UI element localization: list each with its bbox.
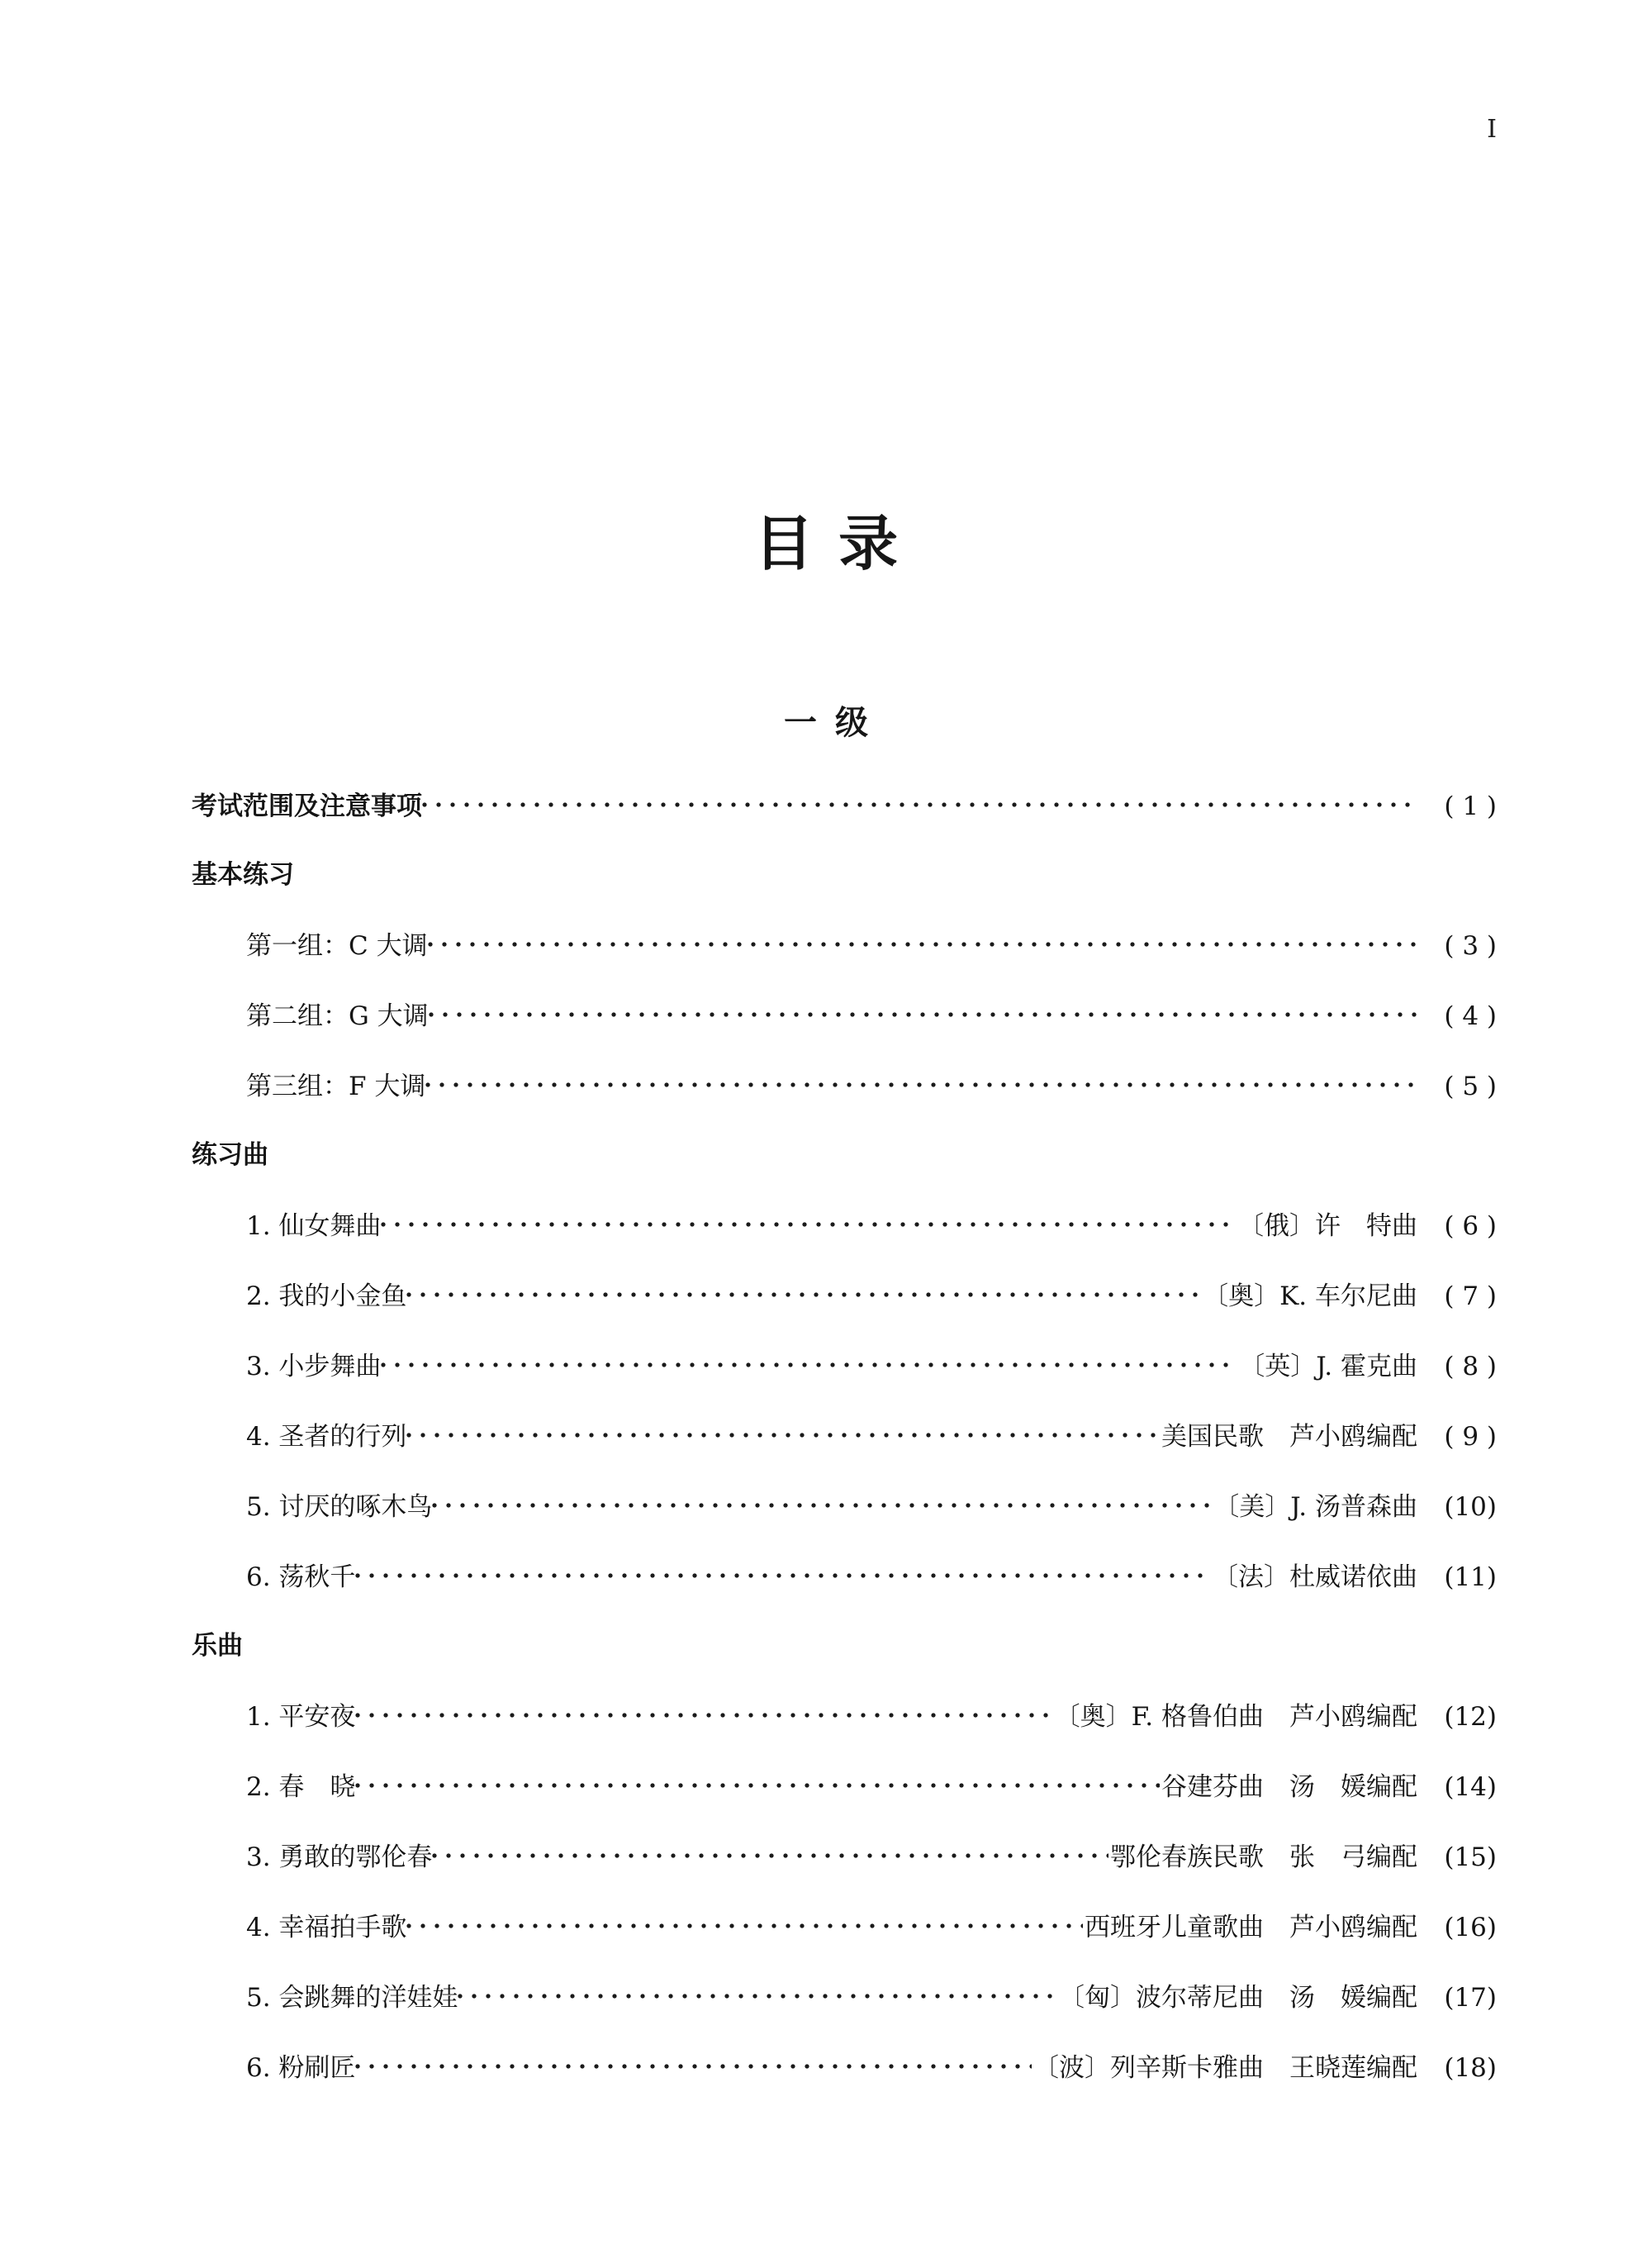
vertical-spacer bbox=[192, 1450, 1497, 1490]
toc-entry-attribution: 〔俄〕许 特曲 bbox=[1238, 1211, 1417, 1241]
vertical-spacer bbox=[192, 1310, 1497, 1349]
toc-entry-page-number: (10) bbox=[1444, 1492, 1497, 1522]
dot-leader bbox=[458, 1980, 1057, 2006]
toc-entry-label: 5. 会跳舞的洋娃娃 bbox=[246, 1983, 458, 2013]
toc-entry-page-number: (15) bbox=[1444, 1842, 1497, 1872]
toc-row[interactable] bbox=[246, 999, 1497, 1029]
vertical-spacer bbox=[192, 1239, 1497, 1279]
toc-entry-label: 第二组：G 大调 bbox=[246, 1001, 429, 1031]
toc-entry-label: 6. 粉刷匠 bbox=[246, 2053, 356, 2083]
toc-entry-page-number: (17) bbox=[1444, 1983, 1497, 2013]
dot-leader bbox=[422, 789, 1417, 815]
toc-entry-page-number: ( 4 ) bbox=[1444, 1001, 1497, 1031]
level-heading: 一级 bbox=[784, 703, 886, 742]
vertical-spacer bbox=[192, 888, 1497, 929]
toc-row[interactable] bbox=[246, 1770, 1497, 1800]
toc-section-heading: 练习曲 bbox=[192, 1140, 268, 1170]
toc-section-heading: 乐曲 bbox=[192, 1631, 243, 1661]
toc-entry-page-number: ( 5 ) bbox=[1444, 1072, 1497, 1101]
toc-entry-page-number: ( 9 ) bbox=[1444, 1422, 1497, 1452]
dot-leader bbox=[355, 2051, 1032, 2076]
dot-leader bbox=[432, 1840, 1108, 1866]
toc-entry-label: 3. 小步舞曲 bbox=[246, 1352, 382, 1381]
dot-leader bbox=[432, 1490, 1212, 1515]
dot-leader bbox=[355, 1700, 1052, 1725]
page-folio-number: Ⅰ bbox=[1487, 115, 1497, 144]
toc-entry-page-number: ( 1 ) bbox=[1444, 792, 1497, 821]
toc-row[interactable] bbox=[246, 1419, 1497, 1450]
dot-leader bbox=[381, 1209, 1237, 1234]
toc-row[interactable] bbox=[246, 1279, 1497, 1310]
vertical-spacer bbox=[192, 959, 1497, 999]
vertical-spacer bbox=[192, 1941, 1497, 1980]
toc-entry-label: 2. 春 晓 bbox=[246, 1772, 356, 1802]
toc-entry-page-number: (12) bbox=[1444, 1702, 1497, 1732]
toc-entry-page-number: ( 8 ) bbox=[1444, 1352, 1497, 1381]
dot-leader bbox=[428, 929, 1417, 954]
dot-leader bbox=[429, 999, 1417, 1025]
vertical-spacer bbox=[192, 2011, 1497, 2051]
dot-leader bbox=[355, 1770, 1160, 1795]
toc-entry-label: 1. 平安夜 bbox=[246, 1702, 356, 1732]
toc-row[interactable] bbox=[246, 1560, 1497, 1590]
toc-entry-attribution: 〔波〕列辛斯卡雅曲 王晓莲编配 bbox=[1033, 2053, 1417, 2083]
toc-row[interactable] bbox=[246, 1840, 1497, 1871]
toc-entry-page-number: (14) bbox=[1444, 1772, 1497, 1802]
vertical-spacer bbox=[192, 1520, 1497, 1560]
vertical-spacer bbox=[192, 1380, 1497, 1419]
dot-leader bbox=[406, 1910, 1083, 1936]
table-of-contents bbox=[192, 789, 1497, 2081]
toc-row[interactable] bbox=[246, 1910, 1497, 1941]
toc-row[interactable] bbox=[246, 1209, 1497, 1239]
toc-entry-attribution: 〔奥〕K. 车尔尼曲 bbox=[1203, 1281, 1417, 1311]
toc-entry-label: 6. 荡秋千 bbox=[246, 1562, 356, 1592]
toc-entry-label: 第三组：F 大调 bbox=[246, 1072, 426, 1101]
toc-entry-attribution: 美国民歌 芦小鸥编配 bbox=[1161, 1422, 1417, 1452]
toc-row[interactable] bbox=[246, 1349, 1497, 1380]
dot-leader bbox=[355, 1560, 1211, 1586]
toc-entry-label: 2. 我的小金鱼 bbox=[246, 1281, 407, 1311]
toc-entry-page-number: ( 6 ) bbox=[1444, 1211, 1497, 1241]
toc-entry-label: 4. 幸福拍手歌 bbox=[246, 1913, 407, 1942]
vertical-spacer bbox=[192, 1590, 1497, 1633]
toc-entry-page-number: (11) bbox=[1444, 1562, 1497, 1592]
toc-entry-attribution: 〔奥〕F. 格鲁伯曲 芦小鸥编配 bbox=[1054, 1702, 1417, 1732]
toc-row[interactable] bbox=[246, 1490, 1497, 1520]
vertical-spacer bbox=[192, 1168, 1497, 1209]
toc-entry-page-number: (18) bbox=[1444, 2053, 1497, 2083]
toc-row[interactable] bbox=[246, 1700, 1497, 1730]
dot-leader bbox=[381, 1349, 1237, 1375]
toc-entry-label: 第一组：C 大调 bbox=[246, 931, 428, 961]
toc-entry-attribution: 西班牙儿童歌曲 芦小鸥编配 bbox=[1085, 1913, 1417, 1942]
toc-entry-attribution: 〔法〕杜威诺依曲 bbox=[1213, 1562, 1417, 1592]
toc-row[interactable] bbox=[246, 929, 1497, 959]
vertical-spacer bbox=[192, 1659, 1497, 1700]
dot-leader bbox=[425, 1069, 1417, 1095]
vertical-spacer bbox=[192, 1800, 1497, 1840]
toc-entry-attribution: 〔匈〕波尔蒂尼曲 汤 媛编配 bbox=[1059, 1983, 1417, 2013]
dot-leader bbox=[406, 1419, 1160, 1445]
toc-entry-label: 5. 讨厌的啄木鸟 bbox=[246, 1492, 433, 1522]
vertical-spacer bbox=[192, 1100, 1497, 1143]
vertical-spacer bbox=[192, 1871, 1497, 1910]
toc-entry-attribution: 谷建芬曲 汤 媛编配 bbox=[1161, 1772, 1417, 1802]
toc-entry-label: 3. 勇敢的鄂伦春 bbox=[246, 1842, 433, 1872]
toc-entry-label: 4. 圣者的行列 bbox=[246, 1422, 407, 1452]
toc-entry-attribution: 〔美〕J. 汤普森曲 bbox=[1213, 1492, 1417, 1522]
toc-row[interactable] bbox=[246, 1980, 1497, 2011]
vertical-spacer bbox=[192, 1730, 1497, 1770]
toc-entry-page-number: ( 3 ) bbox=[1444, 931, 1497, 961]
vertical-spacer bbox=[192, 820, 1497, 863]
dot-leader bbox=[406, 1279, 1201, 1305]
toc-entry-page-number: (16) bbox=[1444, 1913, 1497, 1942]
toc-row[interactable] bbox=[192, 789, 1497, 820]
toc-entry-label: 考试范围及注意事项 bbox=[192, 792, 422, 821]
toc-entry-label: 1. 仙女舞曲 bbox=[246, 1211, 382, 1241]
toc-entry-attribution: 鄂伦春族民歌 张 弓编配 bbox=[1110, 1842, 1417, 1872]
page-title: 目录 bbox=[753, 508, 923, 578]
toc-row[interactable] bbox=[246, 2051, 1497, 2081]
toc-section-heading: 基本练习 bbox=[192, 860, 294, 890]
vertical-spacer bbox=[192, 1029, 1497, 1069]
toc-row[interactable] bbox=[246, 1069, 1497, 1100]
toc-entry-attribution: 〔英〕J. 霍克曲 bbox=[1239, 1352, 1417, 1381]
toc-entry-page-number: ( 7 ) bbox=[1444, 1281, 1497, 1311]
